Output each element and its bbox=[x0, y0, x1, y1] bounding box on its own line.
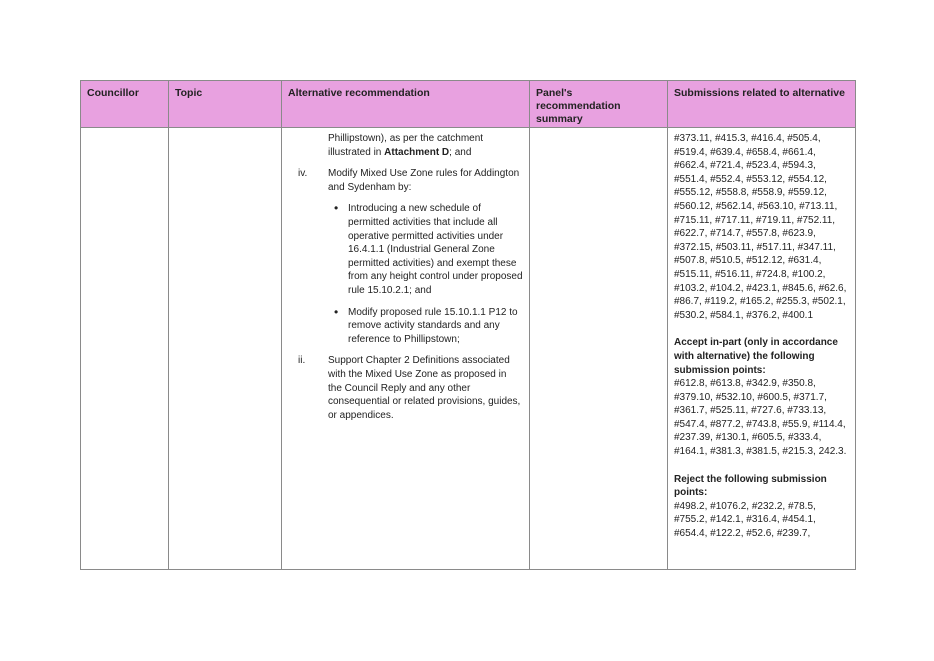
header-panel-line2: recommendation bbox=[536, 100, 621, 112]
list-number-ii: ii. bbox=[298, 355, 306, 367]
table-row bbox=[81, 128, 856, 570]
header-panel-summary bbox=[530, 81, 668, 128]
continued-text-end: ; and bbox=[449, 146, 472, 158]
header-row bbox=[81, 81, 856, 128]
continued-paragraph bbox=[288, 132, 523, 159]
bullet-item bbox=[328, 202, 523, 297]
accept-in-part-heading: Accept in-part (only in accordance with alternative) the following submission points: bbox=[674, 337, 838, 376]
bullet-icon: • bbox=[334, 201, 339, 216]
list-item-iv bbox=[288, 167, 523, 194]
list-item-ii bbox=[288, 354, 523, 422]
accept-submission-list: #373.11, #415.3, #416.4, #505.4, #519.4, #639.4, #658.4, #661.4, #662.4, #721.4, #523.4, #594.3, #551.4, #552.4, #553.12, #554.12, #555.12, #558.8, #558.9, #559.12, #560.12, #562.14, #563.10, #713.11, #715.11, #717.11, #719.11, #752.11, #622.7, #714.7, #557.8, #623.9, #372.15, #503.11, #517.11, #347.11, #507.8, #510.5, #512.12, #631.4, #515.11, #516.11, #724.8, #100.2, #103.2, #104.2, #423.1, #845.6, #62.6, #86.7, #119.2, #165.2, #255.3, #502.1, #530.2, #584.1, #376.2, #400.1 bbox=[674, 133, 847, 321]
header-submissions: Submissions related to alternative bbox=[668, 81, 856, 128]
attachment-reference: Attachment D bbox=[384, 146, 450, 158]
councillor-cell bbox=[81, 128, 169, 570]
header-councillor: Councillor bbox=[81, 81, 169, 128]
list-number-iv: iv. bbox=[298, 168, 308, 180]
header-alternative-recommendation: Alternative recommendation bbox=[282, 81, 530, 128]
reject-submission-list: #498.2, #1076.2, #232.2, #78.5, #755.2, #142.1, #316.4, #454.1, #654.4, #122.2, #52.6, #239.7, bbox=[674, 500, 816, 540]
recommendations-table bbox=[80, 80, 856, 570]
alternative-cell bbox=[282, 128, 530, 570]
header-topic: Topic bbox=[169, 81, 282, 128]
header-panel-line1: Panel's bbox=[536, 87, 573, 99]
bullet-item bbox=[328, 306, 523, 347]
panel-summary-cell bbox=[530, 128, 668, 570]
bullet-text-2: Modify proposed rule 15.10.1.1 P12 to remove activity standards and any reference to Phillipstown; bbox=[348, 306, 518, 345]
accept-in-part-list: #612.8, #613.8, #342.9, #350.8, #379.10, #532.10, #600.5, #371.7, #361.7, #525.11, #727.6, #733.13, #547.4, #877.2, #743.8, #55.9, #114.4, #237.39, #130.1, #605.5, #333.4, #164.1, #381.3, #381.5, #215.3, 242.3. bbox=[674, 378, 847, 458]
bullet-text-1: Introducing a new schedule of permitted activities that include all operative permitted activities under 16.4.1.1 (Industrial General Zone permitted activities) and exempt these from any height control under proposed rule 15.10.2.1; and bbox=[348, 203, 523, 296]
list-text-iv: Modify Mixed Use Zone rules for Addington and Sydenham by: bbox=[328, 168, 520, 193]
header-panel-line3: summary bbox=[536, 113, 583, 125]
continued-text: Phillipstown), as per the catchment illustrated in bbox=[328, 133, 484, 158]
bullet-icon: • bbox=[334, 304, 339, 319]
list-text-ii: Support Chapter 2 Definitions associated with the Mixed Use Zone as proposed in the Council Reply and any other consequential or related provisions, guides, or appendices. bbox=[328, 355, 521, 421]
submissions-cell bbox=[668, 128, 856, 570]
topic-cell bbox=[169, 128, 282, 570]
reject-heading: Reject the following submission points: bbox=[674, 473, 827, 499]
